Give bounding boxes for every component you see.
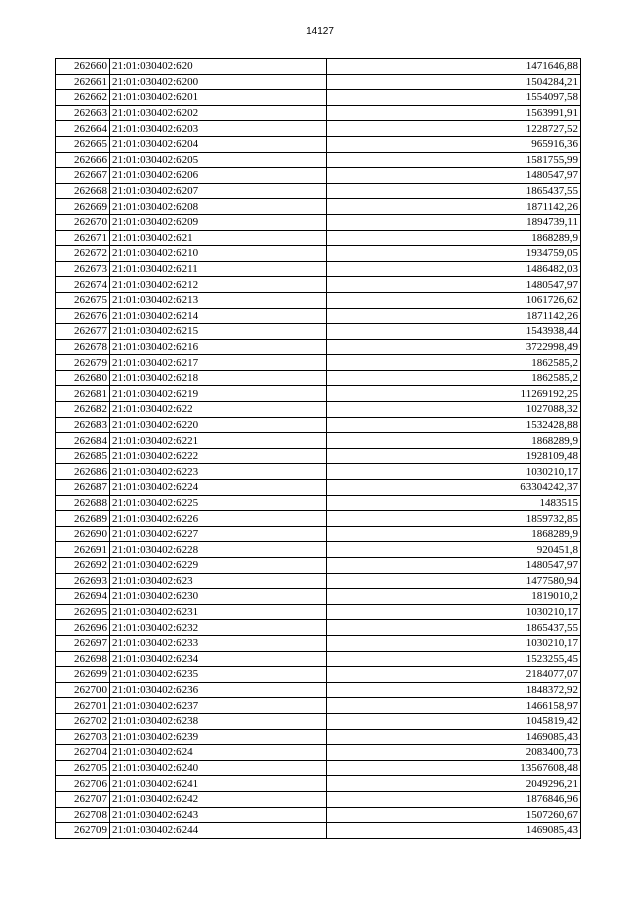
table-row xyxy=(56,152,581,168)
value-cell: 1532428,88 xyxy=(327,417,581,433)
cadastral-number-cell: 21:01:030402:6217 xyxy=(110,355,327,371)
table-row xyxy=(56,511,581,527)
value-cell: 1894739,11 xyxy=(327,214,581,230)
row-number-cell: 262670 xyxy=(56,214,110,230)
row-number-cell: 262660 xyxy=(56,59,110,75)
row-number-cell: 262665 xyxy=(56,136,110,152)
table-row xyxy=(56,682,581,698)
cadastral-number-cell: 21:01:030402:6239 xyxy=(110,729,327,745)
row-number-cell: 262678 xyxy=(56,339,110,355)
value-cell: 1563991,91 xyxy=(327,105,581,121)
table-row xyxy=(56,261,581,277)
cadastral-number-cell: 21:01:030402:6211 xyxy=(110,261,327,277)
row-number-cell: 262679 xyxy=(56,355,110,371)
value-cell: 1543938,44 xyxy=(327,324,581,340)
table-row xyxy=(56,308,581,324)
value-cell: 1507260,67 xyxy=(327,807,581,823)
cadastral-number-cell: 21:01:030402:6221 xyxy=(110,433,327,449)
cadastral-number-cell: 21:01:030402:6234 xyxy=(110,651,327,667)
table-row xyxy=(56,760,581,776)
table-row xyxy=(56,698,581,714)
row-number-cell: 262700 xyxy=(56,682,110,698)
value-cell: 3722998,49 xyxy=(327,339,581,355)
cadastral-number-cell: 21:01:030402:6222 xyxy=(110,448,327,464)
value-cell: 1471646,88 xyxy=(327,59,581,75)
row-number-cell: 262709 xyxy=(56,823,110,839)
table-row xyxy=(56,370,581,386)
row-number-cell: 262673 xyxy=(56,261,110,277)
cadastral-number-cell: 21:01:030402:6238 xyxy=(110,713,327,729)
cadastral-number-cell: 21:01:030402:6244 xyxy=(110,823,327,839)
row-number-cell: 262669 xyxy=(56,199,110,215)
cadastral-number-cell: 21:01:030402:623 xyxy=(110,573,327,589)
page-number: 14127 xyxy=(306,26,334,37)
value-cell: 1523255,45 xyxy=(327,651,581,667)
value-cell: 1848372,92 xyxy=(327,682,581,698)
row-number-cell: 262686 xyxy=(56,464,110,480)
row-number-cell: 262677 xyxy=(56,324,110,340)
row-number-cell: 262683 xyxy=(56,417,110,433)
row-number-cell: 262705 xyxy=(56,760,110,776)
cadastral-number-cell: 21:01:030402:6229 xyxy=(110,558,327,574)
cadastral-number-cell: 21:01:030402:620 xyxy=(110,59,327,75)
cadastral-number-cell: 21:01:030402:622 xyxy=(110,402,327,418)
row-number-cell: 262668 xyxy=(56,183,110,199)
row-number-cell: 262682 xyxy=(56,402,110,418)
records-table-body xyxy=(56,59,581,839)
cadastral-number-cell: 21:01:030402:6207 xyxy=(110,183,327,199)
cadastral-number-cell: 21:01:030402:6236 xyxy=(110,682,327,698)
cadastral-number-cell: 21:01:030402:6200 xyxy=(110,74,327,90)
cadastral-number-cell: 21:01:030402:6220 xyxy=(110,417,327,433)
table-row xyxy=(56,713,581,729)
row-number-cell: 262674 xyxy=(56,277,110,293)
value-cell: 1469085,43 xyxy=(327,823,581,839)
table-row xyxy=(56,542,581,558)
table-row xyxy=(56,199,581,215)
cadastral-number-cell: 21:01:030402:6243 xyxy=(110,807,327,823)
table-row xyxy=(56,136,581,152)
row-number-cell: 262663 xyxy=(56,105,110,121)
row-number-cell: 262704 xyxy=(56,745,110,761)
cadastral-number-cell: 21:01:030402:6227 xyxy=(110,526,327,542)
value-cell: 1480547,97 xyxy=(327,277,581,293)
value-cell: 1819010,2 xyxy=(327,589,581,605)
table-row xyxy=(56,651,581,667)
row-number-cell: 262697 xyxy=(56,635,110,651)
value-cell: 1061726,62 xyxy=(327,292,581,308)
value-cell: 1480547,97 xyxy=(327,558,581,574)
cadastral-number-cell: 21:01:030402:6218 xyxy=(110,370,327,386)
row-number-cell: 262690 xyxy=(56,526,110,542)
cadastral-number-cell: 21:01:030402:6231 xyxy=(110,604,327,620)
value-cell: 1865437,55 xyxy=(327,620,581,636)
value-cell: 1030210,17 xyxy=(327,635,581,651)
table-row xyxy=(56,386,581,402)
cadastral-number-cell: 21:01:030402:6210 xyxy=(110,246,327,262)
table-row xyxy=(56,214,581,230)
table-row xyxy=(56,573,581,589)
value-cell: 1045819,42 xyxy=(327,713,581,729)
row-number-cell: 262684 xyxy=(56,433,110,449)
row-number-cell: 262689 xyxy=(56,511,110,527)
table-row xyxy=(56,526,581,542)
cadastral-number-cell: 21:01:030402:6219 xyxy=(110,386,327,402)
value-cell: 1504284,21 xyxy=(327,74,581,90)
table-row xyxy=(56,339,581,355)
records-table xyxy=(55,58,581,839)
table-row xyxy=(56,448,581,464)
row-number-cell: 262672 xyxy=(56,246,110,262)
table-row xyxy=(56,604,581,620)
table-row xyxy=(56,464,581,480)
cadastral-number-cell: 21:01:030402:6216 xyxy=(110,339,327,355)
row-number-cell: 262661 xyxy=(56,74,110,90)
table-row xyxy=(56,807,581,823)
row-number-cell: 262696 xyxy=(56,620,110,636)
cadastral-number-cell: 21:01:030402:6228 xyxy=(110,542,327,558)
cadastral-number-cell: 21:01:030402:6214 xyxy=(110,308,327,324)
table-row xyxy=(56,121,581,137)
row-number-cell: 262671 xyxy=(56,230,110,246)
row-number-cell: 262699 xyxy=(56,667,110,683)
value-cell: 1862585,2 xyxy=(327,370,581,386)
table-row xyxy=(56,433,581,449)
row-number-cell: 262662 xyxy=(56,90,110,106)
row-number-cell: 262681 xyxy=(56,386,110,402)
cadastral-number-cell: 21:01:030402:6242 xyxy=(110,791,327,807)
table-row xyxy=(56,246,581,262)
cadastral-number-cell: 21:01:030402:6241 xyxy=(110,776,327,792)
value-cell: 1581755,99 xyxy=(327,152,581,168)
row-number-cell: 262664 xyxy=(56,121,110,137)
value-cell: 1554097,58 xyxy=(327,90,581,106)
row-number-cell: 262695 xyxy=(56,604,110,620)
value-cell: 1868289,9 xyxy=(327,526,581,542)
cadastral-number-cell: 21:01:030402:6223 xyxy=(110,464,327,480)
cadastral-number-cell: 21:01:030402:6206 xyxy=(110,168,327,184)
row-number-cell: 262708 xyxy=(56,807,110,823)
row-number-cell: 262687 xyxy=(56,480,110,496)
row-number-cell: 262702 xyxy=(56,713,110,729)
value-cell: 1483515 xyxy=(327,495,581,511)
row-number-cell: 262692 xyxy=(56,558,110,574)
value-cell: 2049296,21 xyxy=(327,776,581,792)
cadastral-number-cell: 21:01:030402:6230 xyxy=(110,589,327,605)
value-cell: 1469085,43 xyxy=(327,729,581,745)
row-number-cell: 262666 xyxy=(56,152,110,168)
cadastral-number-cell: 21:01:030402:6203 xyxy=(110,121,327,137)
row-number-cell: 262691 xyxy=(56,542,110,558)
table-row xyxy=(56,105,581,121)
table-row xyxy=(56,183,581,199)
value-cell: 63304242,37 xyxy=(327,480,581,496)
row-number-cell: 262676 xyxy=(56,308,110,324)
cadastral-number-cell: 21:01:030402:6232 xyxy=(110,620,327,636)
cadastral-number-cell: 21:01:030402:6212 xyxy=(110,277,327,293)
value-cell: 1466158,97 xyxy=(327,698,581,714)
cadastral-number-cell: 21:01:030402:6240 xyxy=(110,760,327,776)
value-cell: 1477580,94 xyxy=(327,573,581,589)
table-row xyxy=(56,230,581,246)
table-row xyxy=(56,745,581,761)
cadastral-number-cell: 21:01:030402:6204 xyxy=(110,136,327,152)
table-row xyxy=(56,324,581,340)
value-cell: 2184077,07 xyxy=(327,667,581,683)
table-row xyxy=(56,417,581,433)
table-row xyxy=(56,495,581,511)
table-row xyxy=(56,589,581,605)
table-row xyxy=(56,277,581,293)
value-cell: 1868289,9 xyxy=(327,433,581,449)
cadastral-number-cell: 21:01:030402:6235 xyxy=(110,667,327,683)
row-number-cell: 262675 xyxy=(56,292,110,308)
table-row xyxy=(56,480,581,496)
cadastral-number-cell: 21:01:030402:6213 xyxy=(110,292,327,308)
value-cell: 1027088,32 xyxy=(327,402,581,418)
value-cell: 1228727,52 xyxy=(327,121,581,137)
cadastral-number-cell: 21:01:030402:6209 xyxy=(110,214,327,230)
row-number-cell: 262698 xyxy=(56,651,110,667)
table-row xyxy=(56,558,581,574)
row-number-cell: 262706 xyxy=(56,776,110,792)
table-row xyxy=(56,823,581,839)
value-cell: 1859732,85 xyxy=(327,511,581,527)
value-cell: 13567608,48 xyxy=(327,760,581,776)
table-row xyxy=(56,59,581,75)
value-cell: 1934759,05 xyxy=(327,246,581,262)
value-cell: 1862585,2 xyxy=(327,355,581,371)
cadastral-number-cell: 21:01:030402:6237 xyxy=(110,698,327,714)
table-row xyxy=(56,402,581,418)
row-number-cell: 262667 xyxy=(56,168,110,184)
cadastral-number-cell: 21:01:030402:6224 xyxy=(110,480,327,496)
cadastral-number-cell: 21:01:030402:6233 xyxy=(110,635,327,651)
table-row xyxy=(56,620,581,636)
table-row xyxy=(56,667,581,683)
table-row xyxy=(56,791,581,807)
row-number-cell: 262701 xyxy=(56,698,110,714)
value-cell: 1871142,26 xyxy=(327,308,581,324)
value-cell: 1480547,97 xyxy=(327,168,581,184)
value-cell: 965916,36 xyxy=(327,136,581,152)
cadastral-number-cell: 21:01:030402:6202 xyxy=(110,105,327,121)
cadastral-number-cell: 21:01:030402:621 xyxy=(110,230,327,246)
table-row xyxy=(56,74,581,90)
cadastral-number-cell: 21:01:030402:6205 xyxy=(110,152,327,168)
value-cell: 1030210,17 xyxy=(327,604,581,620)
cadastral-number-cell: 21:01:030402:6201 xyxy=(110,90,327,106)
row-number-cell: 262688 xyxy=(56,495,110,511)
value-cell: 11269192,25 xyxy=(327,386,581,402)
cadastral-number-cell: 21:01:030402:6225 xyxy=(110,495,327,511)
table-row xyxy=(56,729,581,745)
table-row xyxy=(56,90,581,106)
value-cell: 1868289,9 xyxy=(327,230,581,246)
row-number-cell: 262703 xyxy=(56,729,110,745)
table-row xyxy=(56,635,581,651)
cadastral-number-cell: 21:01:030402:624 xyxy=(110,745,327,761)
row-number-cell: 262694 xyxy=(56,589,110,605)
cadastral-number-cell: 21:01:030402:6215 xyxy=(110,324,327,340)
table-row xyxy=(56,168,581,184)
table-row xyxy=(56,292,581,308)
row-number-cell: 262685 xyxy=(56,448,110,464)
value-cell: 1871142,26 xyxy=(327,199,581,215)
cadastral-number-cell: 21:01:030402:6226 xyxy=(110,511,327,527)
value-cell: 1928109,48 xyxy=(327,448,581,464)
table-row xyxy=(56,355,581,371)
value-cell: 1486482,03 xyxy=(327,261,581,277)
row-number-cell: 262680 xyxy=(56,370,110,386)
value-cell: 1865437,55 xyxy=(327,183,581,199)
value-cell: 920451,8 xyxy=(327,542,581,558)
cadastral-number-cell: 21:01:030402:6208 xyxy=(110,199,327,215)
value-cell: 2083400,73 xyxy=(327,745,581,761)
row-number-cell: 262693 xyxy=(56,573,110,589)
table-row xyxy=(56,776,581,792)
row-number-cell: 262707 xyxy=(56,791,110,807)
value-cell: 1876846,96 xyxy=(327,791,581,807)
value-cell: 1030210,17 xyxy=(327,464,581,480)
